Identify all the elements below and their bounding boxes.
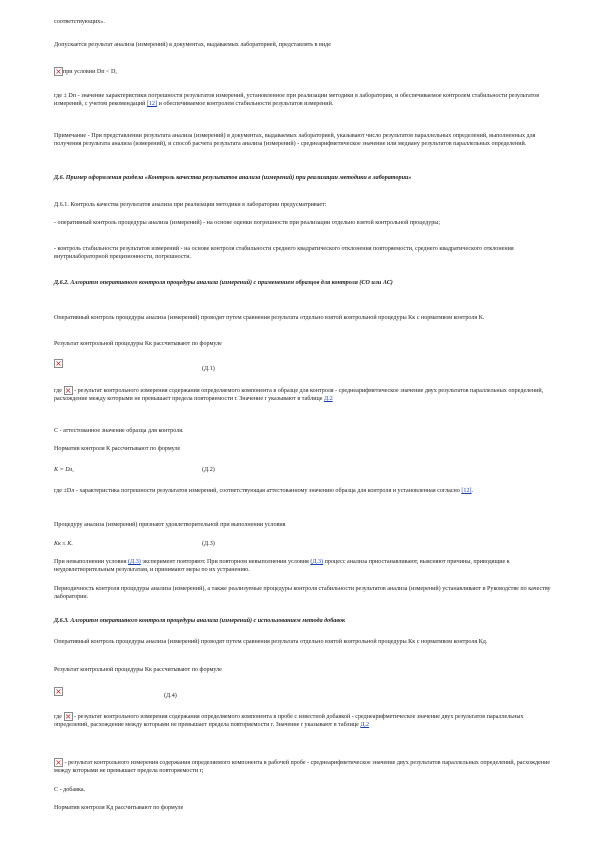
note-paragraph: Примечание - При представлении результата анализа (измерений) в документах, выдаваемых лабораторией, указывают число результатов параллельных определений, выполненных для получения результата анализа (измерений), и способ расчета результата анализа (измерений) - среднеарифметическое значение или медиану результатов параллельных определений. — [54, 133, 536, 148]
formula-link[interactable]: (Д.3) — [310, 559, 324, 565]
paragraph-text: - результат контрольного измерения содержания определяемого компонента в пробе с известной добавкой - среднеарифметическое значение двух результатов параллельных определений, расхождение между которыми не превышает предела повторяемости r. Значение r указывают в таблице — [54, 713, 524, 729]
broken-image-icon — [64, 712, 73, 721]
formula-image — [54, 687, 63, 696]
equation-number: (Д.1) — [202, 366, 215, 372]
reference-link[interactable]: [12] — [146, 101, 158, 108]
list-item: - оперативный контроль процедуры анализа (измерений) - на основе оценки погрешности при реализации отдельно взятой контрольной процедуры; — [54, 220, 441, 226]
broken-image-icon — [54, 687, 63, 696]
paragraph — [54, 558, 554, 575]
paragraph: Оперативный контроль процедуры анализа (измерений) проводят путем сравнения результата отдельно взятой контрольной процедуры Кк с нормативом контроля К. — [54, 315, 485, 321]
broken-image-icon — [54, 758, 63, 767]
paragraph-text: - результат контрольного измерения содержания определяемого компонента в образце для контроля - среднеарифметическое значение двух результатов параллельных определений, расхождение между которыми не превышает предела повторяемости r. Значение r указывают в таблице — [54, 387, 544, 403]
paragraph-text: . — [471, 488, 474, 494]
paragraph: Норматив контроля Кд рассчитывают по формуле — [54, 805, 184, 811]
paragraph: соответствующих». — [54, 19, 105, 25]
paragraph-text: и обеспечиваемое контролем стабильности результатов измерений. — [158, 101, 334, 108]
paragraph-text: - результат контрольного измерения содержания определяемого компонента в рабочей пробе - среднеарифметическое значение двух результатов параллельных определений, расхождение между которыми не превышает предела повторяемости r; — [54, 759, 551, 775]
paragraph: С - добавка. — [54, 787, 86, 793]
paragraph: Результат контрольной процедуры Кк рассчитывают по формуле — [54, 667, 222, 673]
paragraph — [54, 386, 554, 404]
section-heading: Д.6.2. Алгоритм оперативного контроля процедуры анализа (измерений) с применением образцов для контроля (СО или АС) — [54, 280, 393, 286]
equation-number: (Д.4) — [164, 693, 177, 699]
paragraph-text: где — [54, 387, 63, 394]
section-heading: Д.6.3. Алгоритм оперативного контроля процедуры анализа (измерений) с использованием метода добавок — [54, 618, 346, 624]
paragraph: Периодичность контроля процедуры анализа (измерений), а также реализуемые процедуры контроля стабильности результатов анализа (измерений) устанавливают в Руководстве по качеству лаборатории. — [54, 586, 551, 601]
broken-image-icon — [54, 359, 63, 368]
paragraph — [54, 92, 554, 109]
formula-image — [54, 359, 63, 368]
paragraph: Норматив контроля К рассчитывают по формуле — [54, 446, 181, 452]
paragraph-text: процесс анализа приостанавливают, выясняют причины, приводящие к неудовлетворительным результатам, и принимают меры по их устранению. — [54, 559, 510, 574]
paragraph-text: эксперимент повторяют. При повторном невыполнении условия — [142, 559, 309, 565]
table-link[interactable]: Д.2 — [360, 722, 370, 729]
paragraph — [54, 487, 554, 495]
paragraph-text: при условии Dп < D, — [63, 68, 117, 75]
paragraph-text: где ± Dп - значение характеристики погрешности результатов измерений, установленное при реализации методики в лаборатории, и обеспечиваемое контролем стабильности результатов измерений, с учетом рекомендаций — [54, 93, 540, 108]
table-link[interactable]: Д.2 — [323, 396, 333, 403]
broken-image-icon — [64, 386, 73, 395]
paragraph: Допускается результат анализа (измерений) в документах, выдаваемых лабораторией, представлять в виде — [54, 42, 331, 48]
equation-number: (Д.2) — [202, 467, 215, 473]
paragraph — [54, 67, 554, 76]
paragraph — [54, 758, 554, 776]
paragraph: Процедуру анализа (измерений) признают удовлетворительной при выполнении условия — [54, 522, 286, 528]
paragraph: Оперативный контроль процедуры анализа (измерений) проводят путем сравнения результата отдельно взятой контрольной процедуры Кк с нормативом контроля Кд. — [54, 639, 488, 645]
equation-number: (Д.3) — [202, 541, 215, 547]
section-heading: Д.6. Пример оформления раздела «Контроль качества результатов анализа (измерений) при реализации методики в лаборатории» — [54, 175, 412, 181]
reference-link[interactable]: [12] — [461, 488, 472, 494]
broken-image-icon — [54, 67, 63, 76]
paragraph — [54, 712, 554, 730]
list-item: - контроль стабильности результатов измерений - на основе контроля стабильности среднего квадратического отклонения повторяемости, среднего квадратического отклонения внутрилабораторной прецизионности, погрешности. — [54, 246, 514, 261]
paragraph: Результат контрольной процедуры Кк рассчитывают по формуле — [54, 341, 222, 347]
paragraph-text: где — [54, 713, 63, 720]
paragraph-text: где ±Dл - характеристика погрешности результатов измерений, соответствующая аттестованному значению образца для контроля и установленная согласно — [54, 488, 460, 494]
formula: K = Dл, — [54, 467, 74, 473]
paragraph: С - аттестованное значение образца для контроля. — [54, 428, 184, 434]
paragraph: Д.6.1. Контроль качества результатов анализа при реализации методики в лаборатории предусматривает: — [54, 202, 327, 208]
paragraph-text: При невыполнении условия — [54, 559, 127, 565]
formula-link[interactable]: (Д.3) — [128, 559, 141, 565]
formula: Кк ≤ К. — [54, 541, 73, 547]
